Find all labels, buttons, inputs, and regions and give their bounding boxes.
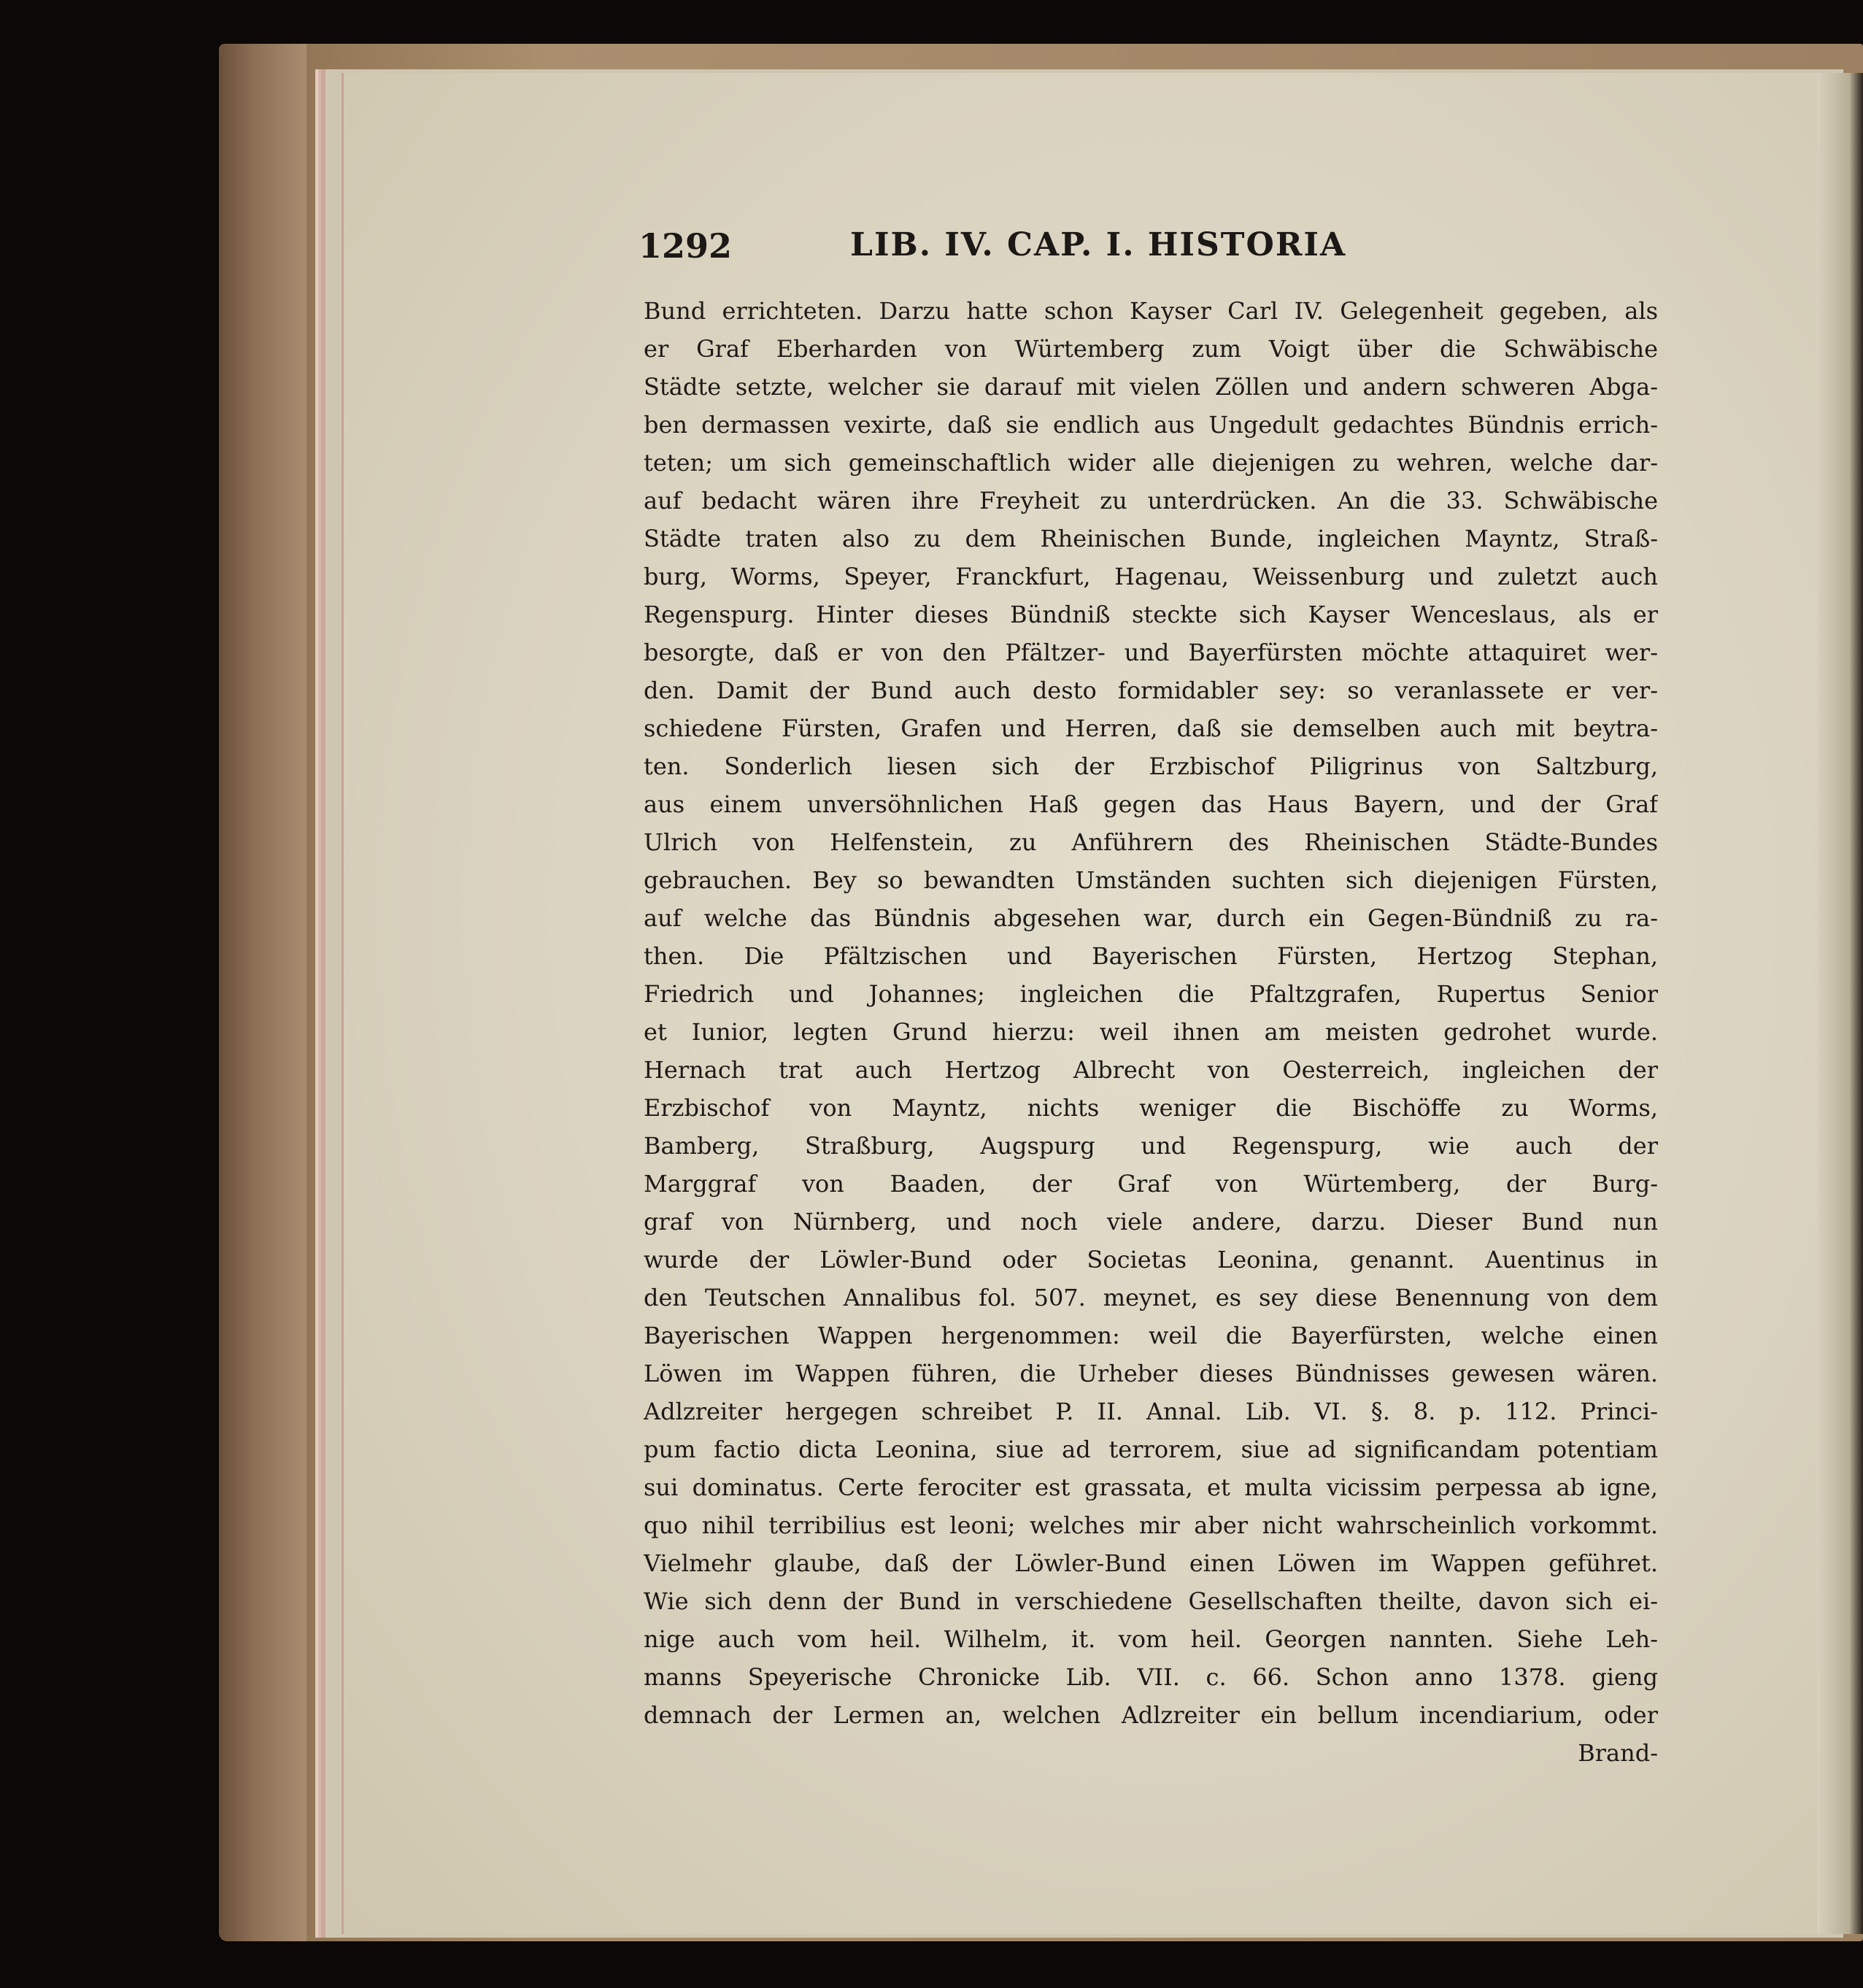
book-spine-edge [219, 44, 306, 1941]
text-line: auf bedacht wären ihre Freyheit zu unterdrücken. An die 33. Schwäbische [644, 487, 1658, 515]
catchword: Brand- [1578, 1739, 1658, 1767]
text-line: er Graf Eberharden von Würtemberg zum Voigt über die Schwäbische [644, 335, 1658, 363]
text-line: Städte setzte, welcher sie darauf mit vielen Zöllen und andern schweren Abga- [644, 373, 1658, 401]
text-line: besorgte, daß er von den Pfältzer- und Bayerfürsten möchte attaquiret wer- [644, 639, 1658, 666]
text-line: burg, Worms, Speyer, Franckfurt, Hagenau, Weissenburg und zuletzt auch [644, 563, 1658, 590]
text-line: Bayerischen Wappen hergenommen: weil die Bayerfürsten, welche einen [644, 1322, 1658, 1349]
text-line: manns Speyerische Chronicke Lib. VII. c. 66. Schon anno 1378. gieng [644, 1663, 1658, 1691]
text-line: ten. Sonderlich liesen sich der Erzbischof Piligrinus von Saltzburg, [644, 752, 1658, 780]
text-line: quo nihil terribilius est leoni; welches mir aber nicht wahrscheinlich vorkommt. [644, 1511, 1658, 1539]
body-text [644, 292, 1658, 1772]
text-line: Vielmehr glaube, daß der Löwler-Bund einen Löwen im Wappen geführet. [644, 1549, 1658, 1577]
text-line: nige auch vom heil. Wilhelm, it. vom heil. Georgen nannten. Siehe Leh- [644, 1625, 1658, 1653]
text-line: ben dermassen vexirte, daß sie endlich aus Ungedult gedachtes Bündnis errich- [644, 411, 1658, 439]
text-line: sui dominatus. Certe ferociter est grassata, et multa vicissim perpessa ab igne, [644, 1473, 1658, 1501]
text-line: gebrauchen. Bey so bewandten Umständen suchten sich diejenigen Fürsten, [644, 866, 1658, 894]
text-line: schiedene Fürsten, Grafen und Herren, daß sie demselben auch mit beytra- [644, 714, 1658, 742]
text-line: Löwen im Wappen führen, die Urheber dieses Bündnisses gewesen wären. [644, 1360, 1658, 1387]
text-line: Bund errichteten. Darzu hatte schon Kayser Carl IV. Gelegenheit gegeben, als [644, 297, 1658, 325]
text-line: Regenspurg. Hinter dieses Bündniß steckte sich Kayser Wenceslaus, als er [644, 601, 1658, 628]
text-line: then. Die Pfältzischen und Bayerischen Fürsten, Hertzog Stephan, [644, 942, 1658, 970]
running-title: LIB. IV. CAP. I. HISTORIA [850, 226, 1347, 263]
text-line: wurde der Löwler-Bund oder Societas Leonina, genannt. Auentinus in [644, 1246, 1658, 1274]
text-line: pum factio dicta Leonina, siue ad terrorem, siue ad significandam potentiam [644, 1436, 1658, 1463]
text-line: Erzbischof von Mayntz, nichts weniger die Bischöffe zu Worms, [644, 1094, 1658, 1122]
text-line: et Iunior, legten Grund hierzu: weil ihnen am meisten gedrohet wurde. [644, 1018, 1658, 1046]
text-line: Marggraf von Baaden, der Graf von Würtemberg, der Burg- [644, 1170, 1658, 1198]
text-line: den. Damit der Bund auch desto formidabler sey: so veranlassete er ver- [644, 677, 1658, 704]
text-line: Wie sich denn der Bund in verschiedene Gesellschaften theilte, davon sich ei- [644, 1587, 1658, 1615]
text-line: teten; um sich gemeinschaftlich wider alle diejenigen zu wehren, welche dar- [644, 449, 1658, 477]
text-line: demnach der Lermen an, welchen Adlzreiter ein bellum incendiarium, oder [644, 1701, 1658, 1729]
text-line: Ulrich von Helfenstein, zu Anführern des Rheinischen Städte-Bundes [644, 828, 1658, 856]
text-line: Bamberg, Straßburg, Augspurg und Regenspurg, wie auch der [644, 1132, 1658, 1160]
text-line: Friedrich und Johannes; ingleichen die Pfaltzgrafen, Rupertus Senior [644, 980, 1658, 1008]
text-line: aus einem unversöhnlichen Haß gegen das Haus Bayern, und der Graf [644, 790, 1658, 818]
running-head [639, 226, 1660, 270]
text-line: auf welche das Bündnis abgesehen war, durch ein Gegen-Bündniß zu ra- [644, 904, 1658, 932]
text-line: den Teutschen Annalibus fol. 507. meynet, es sey diese Benennung von dem [644, 1284, 1658, 1311]
text-line: Hernach trat auch Hertzog Albrecht von Oesterreich, ingleichen der [644, 1056, 1658, 1084]
text-line: Adlzreiter hergegen schreibet P. II. Annal. Lib. VI. §. 8. p. 112. Princi- [644, 1398, 1658, 1425]
text-line: graf von Nürnberg, und noch viele andere, darzu. Dieser Bund nun [644, 1208, 1658, 1236]
text-line: Städte traten also zu dem Rheinischen Bunde, ingleichen Mayntz, Straß- [644, 525, 1658, 552]
page-right-edge [1817, 73, 1863, 1934]
page-number: 1292 [639, 226, 733, 266]
